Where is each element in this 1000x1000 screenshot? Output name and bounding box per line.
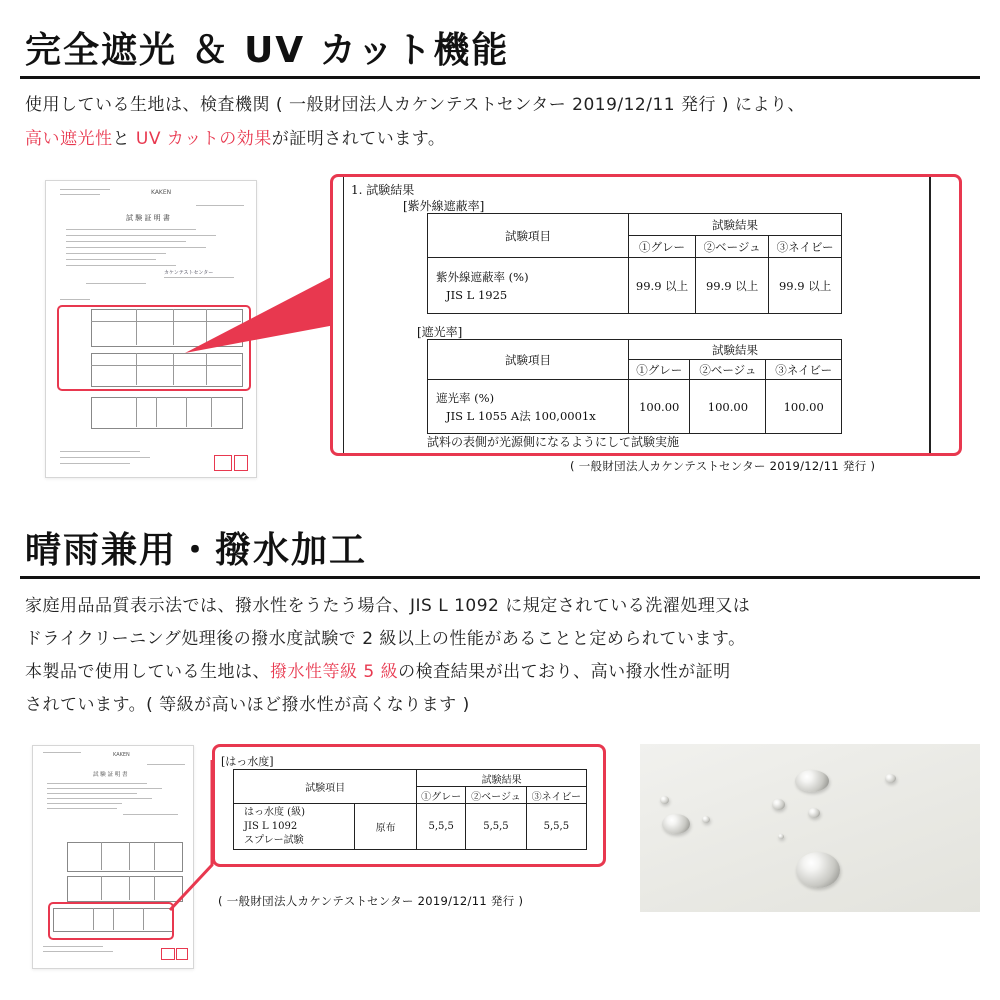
water-description-line3 (25, 655, 731, 689)
water-results-zoom (212, 744, 606, 867)
water-value-beige: 5,5,5 (466, 804, 527, 850)
shade-item-standard: JIS L 1055 A法 100,0001x (446, 408, 596, 423)
uv-col-item: 試験項目 (428, 214, 629, 258)
droplet (772, 799, 785, 810)
highlight-shading: 高い遮光性 (25, 129, 113, 149)
uv-col-result: 試験結果 (629, 214, 842, 236)
uv-item-name: 紫外線遮蔽率 (%) (436, 269, 529, 284)
results-heading: 1. 試験結果 (351, 183, 415, 197)
uv-description-line2 (25, 122, 445, 156)
shade-value-beige: 100.00 (690, 380, 766, 434)
uv-color-beige: ②ベージュ (696, 236, 769, 258)
uv-source-credit: ( 一般財団法人カケンテストセンター 2019/12/11 発行 ) (570, 459, 876, 473)
uv-color-gray: ①グレー (629, 236, 696, 258)
shade-color-navy: ③ネイビー (766, 360, 842, 380)
water-section-label: [はっ水度] (221, 755, 274, 768)
section-title-water: 晴雨兼用・撥水加工 (25, 530, 368, 571)
droplet (662, 814, 690, 834)
water-description-line2: ドライクリーニング処理後の撥水度試験で 2 級以上の性能があることと定められています。 (25, 629, 746, 649)
proof-text: が証明されています。 (271, 129, 446, 149)
uv-value-gray: 99.9 以上 (629, 258, 696, 314)
uv-table (427, 213, 842, 314)
shade-section-label: [遮光率] (417, 325, 463, 339)
result-text: の検査結果が出ており、高い撥水性が証明 (398, 662, 731, 682)
droplet (660, 796, 669, 804)
water-col-item: 試験項目 (234, 770, 417, 804)
water-item-cell (234, 804, 355, 850)
uv-item-standard: JIS L 1925 (446, 287, 508, 302)
water-material: 原布 (355, 804, 417, 850)
droplet (885, 774, 896, 783)
kaken-logo-2: KAKEN (113, 752, 130, 758)
water-droplet-photo (640, 744, 980, 912)
water-source-credit: ( 一般財団法人カケンテストセンター 2019/12/11 発行 ) (218, 894, 524, 908)
highlight-grade: 撥水性等級 5 級 (270, 662, 399, 682)
water-table (233, 769, 587, 850)
uv-results-zoom (330, 174, 962, 456)
droplet (778, 834, 784, 839)
droplet (796, 852, 840, 888)
uv-description-line1: 使用している生地は、検査機関 ( 一般財団法人カケンテストセンター 2019/12/11 発行 ) により、 (25, 95, 805, 115)
section-title-uv: 完全遮光 ＆ UV カット機能 (25, 30, 510, 71)
section-divider-2 (20, 576, 980, 579)
droplet (702, 816, 710, 823)
water-description-line1: 家庭用品品質表示法では、撥水性をうたう場合、JIS L 1092 に規定されている洗濯処理又は (25, 596, 751, 616)
shade-item-name: 遮光率 (%) (436, 390, 495, 405)
droplet (808, 808, 820, 818)
water-item-method: スプレー試験 (244, 834, 304, 846)
shade-item-cell (428, 380, 629, 434)
water-col-result: 試験結果 (417, 770, 587, 787)
water-item-standard: JIS L 1092 (244, 820, 298, 832)
uv-value-beige: 99.9 以上 (696, 258, 769, 314)
product-text: 本製品で使用している生地は、 (25, 662, 270, 682)
connector-text: と (112, 129, 136, 149)
certificate-doc-title: 試 験 証 明 書 (126, 214, 170, 222)
water-item-name: はっ水度 (級) (244, 806, 305, 818)
shade-value-gray: 100.00 (629, 380, 690, 434)
shade-color-gray: ①グレー (629, 360, 690, 380)
water-description-line4: されています。( 等級が高いほど撥水性が高くなります ) (25, 695, 470, 715)
shade-col-item: 試験項目 (428, 340, 629, 380)
water-value-navy: 5,5,5 (526, 804, 586, 850)
droplet (795, 770, 829, 792)
shade-value-navy: 100.00 (766, 380, 842, 434)
uv-value-navy: 99.9 以上 (769, 258, 842, 314)
shade-col-result: 試験結果 (629, 340, 842, 360)
water-color-navy: ③ネイビー (526, 787, 586, 804)
center-name: カケンテストセンター (164, 270, 214, 276)
certificate-doc-title-2: 試 験 証 明 書 (93, 772, 128, 778)
thumbnail-highlight-box-2 (48, 902, 174, 940)
uv-item-cell (428, 258, 629, 314)
highlight-uv-cut: UV カットの効果 (135, 129, 272, 149)
test-note: 試料の表側が光源側になるようにして試験実施 (427, 435, 680, 449)
uv-color-navy: ③ネイビー (769, 236, 842, 258)
kaken-logo: KAKEN (151, 189, 172, 196)
shade-color-beige: ②ベージュ (690, 360, 766, 380)
water-color-beige: ②ベージュ (466, 787, 527, 804)
water-color-gray: ①グレー (417, 787, 466, 804)
shade-table (427, 339, 842, 434)
uv-section-label: [紫外線遮蔽率] (403, 199, 485, 213)
section-divider (20, 76, 980, 79)
water-value-gray: 5,5,5 (417, 804, 466, 850)
